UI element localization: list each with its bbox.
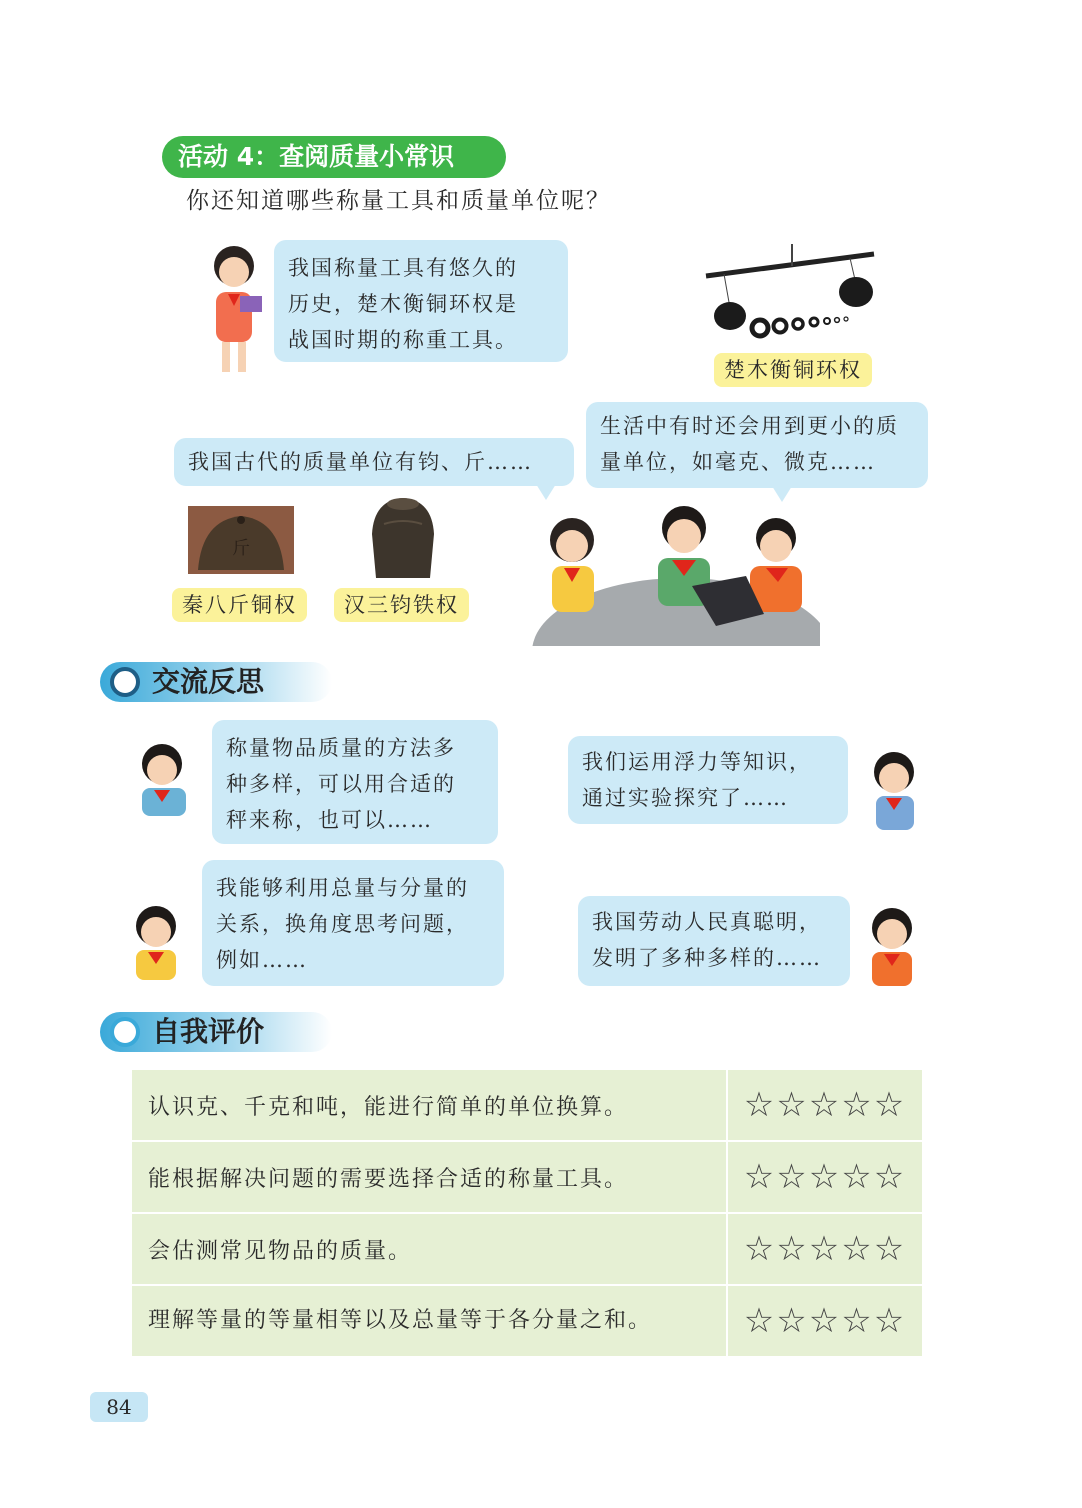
- boy-orange-avatar: [856, 906, 926, 986]
- boy-avatar: [124, 740, 204, 816]
- bubble-line: 例如……: [216, 948, 308, 972]
- qin-bronze-weight-image: [188, 506, 294, 574]
- bubble-line: 历史，楚木衡铜环权是: [288, 292, 518, 316]
- bubble-line: 我能够利用总量与分量的: [216, 876, 469, 900]
- balance-caption: 楚木衡铜环权: [714, 353, 872, 387]
- han-weight-caption: 汉三钧铁权: [334, 588, 469, 622]
- page-number: 84: [90, 1392, 148, 1422]
- star-rating[interactable]: ☆☆☆☆☆: [727, 1213, 923, 1285]
- evaluation-section-header: [100, 1012, 332, 1052]
- star-rating[interactable]: ☆☆☆☆☆: [727, 1069, 923, 1141]
- girl-avatar: [862, 750, 928, 830]
- girl-pigtails-avatar: [108, 900, 204, 980]
- speech-bubble-ancient-units: 我国古代的质量单位有钧、斤……: [174, 438, 574, 486]
- girl-reading-illustration: [198, 244, 270, 380]
- bubble-line: 我国劳动人民真聪明，: [592, 910, 822, 934]
- bubble-line: 称量物品质量的方法多: [226, 736, 456, 760]
- self-evaluation-table: [130, 1068, 924, 1358]
- bubble-line: 战国时期的称重工具。: [288, 328, 518, 352]
- han-iron-weight-image: [364, 494, 442, 580]
- bubble-line: 我国称量工具有悠久的: [288, 256, 518, 280]
- kids-at-table-illustration: [532, 502, 820, 646]
- qin-weight-caption: 秦八斤铜权: [172, 588, 307, 622]
- criterion-cell: 理解等量的等量相等以及总量等于各分量之和。: [131, 1285, 727, 1357]
- refresh-icon: [110, 667, 140, 697]
- speech-bubble-inventions: [578, 896, 850, 986]
- bubble-line: 秤来称，也可以……: [226, 808, 433, 832]
- bubble-line: 我们运用浮力等知识，: [582, 750, 812, 774]
- activity-question: 你还知道哪些称量工具和质量单位呢？: [186, 188, 611, 214]
- chu-wood-balance-image: [700, 236, 880, 348]
- bubble-line: 生活中有时还会用到更小的质: [600, 414, 899, 438]
- table-row: [131, 1069, 923, 1141]
- speech-bubble-total-parts: [202, 860, 504, 986]
- bubble-line: 关系，换角度思考问题，: [216, 912, 469, 936]
- criterion-cell: 会估测常见物品的质量。: [131, 1213, 727, 1285]
- criterion-cell: 能根据解决问题的需要选择合适的称量工具。: [131, 1141, 727, 1213]
- bubble-tail: [536, 484, 556, 502]
- person-check-icon: [110, 1017, 140, 1047]
- table-row: [131, 1285, 923, 1357]
- section-title: 交流反思: [152, 665, 265, 698]
- table-row: [131, 1141, 923, 1213]
- bubble-line: 种多样，可以用合适的: [226, 772, 456, 796]
- star-rating[interactable]: ☆☆☆☆☆: [727, 1141, 923, 1213]
- svg-text:斤: 斤: [232, 538, 250, 559]
- section-title: 自我评价: [152, 1015, 265, 1048]
- speech-bubble-methods: [212, 720, 498, 844]
- speech-bubble-buoyancy: [568, 736, 848, 824]
- reflection-section-header: [100, 662, 332, 702]
- bubble-line: 发明了多种多样的……: [592, 946, 822, 970]
- speech-bubble-small-units: [586, 402, 928, 488]
- criterion-cell: 认识克、千克和吨，能进行简单的单位换算。: [131, 1069, 727, 1141]
- star-rating[interactable]: ☆☆☆☆☆: [727, 1285, 923, 1357]
- bubble-line: 通过实验探究了……: [582, 786, 789, 810]
- table-row: [131, 1213, 923, 1285]
- activity-title: 活动 4：查阅质量小常识: [162, 136, 506, 178]
- speech-bubble-history: [274, 240, 568, 362]
- bubble-line: 量单位，如毫克、微克……: [600, 450, 876, 474]
